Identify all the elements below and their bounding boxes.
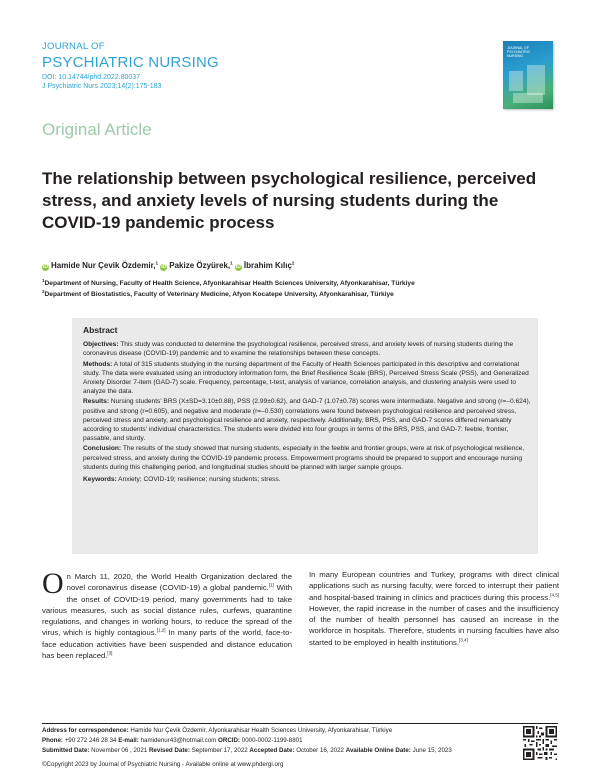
dates-line: Submitted Date: November 06 , 2021 Revised Date: September 17, 2022 Accepted Date: October 16, 2022 Available Online Date: June 15, 2023 xyxy=(42,747,452,754)
citation-ref[interactable]: [3] xyxy=(107,650,113,656)
orcid-icon[interactable]: iD xyxy=(235,264,241,270)
author-list xyxy=(42,261,294,271)
abstract-conclusion: Conclusion: The results of the study showed that nursing students, especially in the feeble and frontier groups, were at risk of psychological resilience, perceived stress, and anxiety during the COVID-19 pandemic process. Empowerment programs should be prepared to support and encourage nursing students during this challenging period, and longitudinal studies should be planned with larger sample groups. xyxy=(83,445,525,471)
copyright: ©Copyright 2023 by Journal of Psychiatric Nursing - Available online at www.phdergi.org xyxy=(42,761,284,768)
author-name: İbrahim Kılıç xyxy=(243,261,292,270)
abstract-objectives: Objectives: This study was conducted to determine the psychological resilience, perceived stress, and anxiety levels of nursing students during the coronavirus disease (COVID-19) pandemic and to examine the relationships between these concepts. xyxy=(83,341,514,358)
citation-ref[interactable]: [1] xyxy=(268,582,274,588)
doi-link[interactable]: DOI: 10.14744/phd.2022.80037 xyxy=(42,74,141,81)
body-column-2: In many European countries and Turkey, programs with direct clinical applications such as nursing faculty, were forced to interrupt their patient and hospital-based training in clinics and practices during this process.[4,5] However, the rapid increase in the number of cases and the insufficiency of the number of health personnel has caused an increase in the workforce in hospitals. Therefore, students in nursing faculties have also started to be employed in health institutions.[3,4] xyxy=(309,570,559,647)
correspondence-address: Address for correspondence: Hamide Nur Çevik Özdemir, Afyonkarahisar Health Sciences University, Afyonkarahisar, Türkiye xyxy=(42,727,393,734)
email-link[interactable]: hamidenur43@hotmail.com xyxy=(138,737,219,744)
abstract-heading: Abstract xyxy=(83,325,118,335)
citation-ref[interactable]: [3,4] xyxy=(459,637,468,643)
affiliation-1: $^1$Department of Nursing, Faculty of Health Science, Afyonkarahisar Health Sciences University, Afyonkarahisar, Türkiye xyxy=(42,277,415,287)
journal-label: JOURNAL OF xyxy=(42,41,105,52)
orcid-icon[interactable]: iD xyxy=(43,264,48,270)
abstract-box xyxy=(72,318,538,554)
dropcap: O xyxy=(42,567,64,600)
journal-name: PSYCHIATRIC NURSING xyxy=(42,54,219,71)
footer-divider xyxy=(42,723,558,724)
abstract-keywords: Keywords: Anxiety; COVID-19; resilience; nursing students; stress. xyxy=(83,476,281,484)
affiliation-2: $^2$Department of Biostatistics, Faculty of Veterinary Medicine, Afyon Kocatepe University, Afyonkarahisar, Türkiye xyxy=(42,288,394,298)
citation-ref[interactable]: [4,5] xyxy=(550,592,559,598)
journal-cover-image xyxy=(503,41,553,109)
qr-code-icon[interactable] xyxy=(523,726,557,760)
contact-line: Phone: +90 272 246 28 34 E-mail: hamidenur43@hotmail.com ORCID: 0000-0002-1199-8801 xyxy=(42,737,303,744)
orcid-icon[interactable]: iD xyxy=(161,264,167,270)
article-title: The relationship between psychological resilience, perceived stress, and anxiety levels of nursing students during the COVID-19 pandemic process xyxy=(42,169,537,232)
author-affil-sup: 2 xyxy=(291,260,295,266)
author-name: Pakize Özyürek, xyxy=(169,261,231,270)
author-affil-sup: 1 xyxy=(155,260,158,266)
citation: J Psychiatric Nurs 2023;14(2):175-183 xyxy=(42,83,162,90)
cover-title: JOURNAL OF PSYCHIATRIC NURSING xyxy=(507,46,531,58)
abstract-results: Results: Nursing students' BRS (X±SD=3.10±0.88), PSS (2.99±0.62), and GAD-7 (1.07±0.78) scores were intermediate. Negative and strong (r=–0.624), positive and strong (r=0.605), and negative and moderate (r=–0.530) correlations were found between psychological resilience and perceived stress, perceived stress and anxiety, and psychological resilience and anxiety, respectively. Additionally, BRS, PSS, and GAD-7 scores differed remarkably according to students' individual characteristics. The students were divided into four groups in terms of the BRS, PSS, and GAD-7: feeble, frontier, passable, and sturdy. xyxy=(83,398,531,443)
body-column-1: On March 11, 2020, the World Health Organization declared the novel coronavirus disease (COVID-19) a global pandemic.[1] With the onset of COVID-19 period, many governments had to take various measures, such as social distance rules, curfews, quarantine regulations, and changes in working hours, to reduce the spread of the virus, which is highly contagious.[1,2] In many parts of the world, face-to-face education activities have been suspended and distance education has been replaced.[3] xyxy=(42,567,293,661)
author-affil-sup: 1 xyxy=(230,260,233,266)
abstract-methods: Methods: A total of 315 students studying in the nursing department of the Faculty of Health Sciences participated in this descriptive and correlational study. The data were evaluated using an introductory information form, the Brief Resilience Scale (BRS), Perceived Stress Scale (PSS), and Generalized Anxiety Disorder 7-item (GAD-7) scale. Frequency, percentage, t-test, analysis of variance, correlation analysis, and clustering analysis were used to analyze the data. xyxy=(83,360,529,396)
citation-ref[interactable]: [1,2] xyxy=(156,627,166,633)
article-type: Original Article xyxy=(42,120,152,139)
author-name: Hamide Nur Çevik Özdemir, xyxy=(51,261,156,270)
